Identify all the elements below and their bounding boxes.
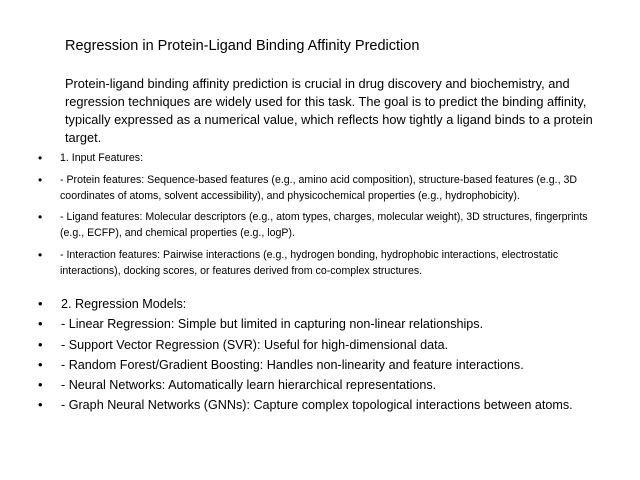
list-item: • - Graph Neural Networks (GNNs): Capture complex topological interactions between atoms. (38, 396, 613, 414)
intro-paragraph: Protein-ligand binding affinity prediction is crucial in drug discovery and biochemistry, and regression techniques are widely used for this task. The goal is to predict the binding affinity, typically expressed as a numerical value, which reflects how tightly a ligand binds to a protein target. (65, 76, 593, 145)
slide-title: Regression in Protein-Ligand Binding Affinity Prediction (65, 38, 420, 54)
list-item: • - Protein features: Sequence-based features (e.g., amino acid composition), structure-based features (e.g., 3D coordinates of atoms, solvent accessibility), and physicochemical properties (e.g., hydrophobicity). (38, 172, 613, 204)
input-features-list (38, 150, 613, 284)
list-item: • - Support Vector Regression (SVR): Useful for high-dimensional data. (38, 336, 613, 354)
list-item: • - Ligand features: Molecular descriptors (e.g., atom types, charges, molecular weight), 3D structures, fingerprints (e.g., ECFP), and chemical properties (e.g., logP). (38, 209, 613, 241)
list-item: • 2. Regression Models: (38, 295, 613, 313)
list-item: • - Random Forest/Gradient Boosting: Handles non-linearity and feature interactions. (38, 356, 613, 374)
regression-models-list (38, 295, 613, 417)
list-item: • - Neural Networks: Automatically learn hierarchical representations. (38, 376, 613, 394)
list-item: • 1. Input Features: (38, 150, 613, 166)
list-item: • - Interaction features: Pairwise interactions (e.g., hydrogen bonding, hydrophobic interactions, electrostatic interactions), docking scores, or features derived from co-complex structures. (38, 247, 613, 279)
list-item: • - Linear Regression: Simple but limited in capturing non-linear relationships. (38, 315, 613, 333)
